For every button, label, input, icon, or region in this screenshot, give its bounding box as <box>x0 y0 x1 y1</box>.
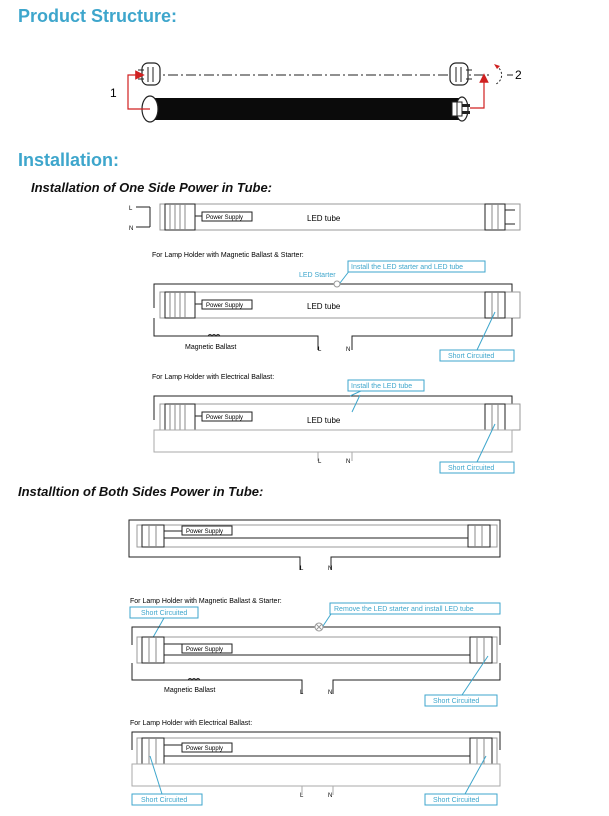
power-supply-label: Power Supply <box>206 415 244 421</box>
install-tube-callout: Install the LED tube <box>351 383 413 390</box>
power-supply-label: Power Supply <box>206 303 244 309</box>
short-circuited-label: Short Circuited <box>141 797 188 804</box>
mains-n-label: N <box>328 690 333 696</box>
magnetic-ballast-label: Magnetic Ballast <box>164 687 216 694</box>
one-side-magnetic-diagram <box>154 261 520 361</box>
magnetic-caption-1: For Lamp Holder with Magnetic Ballast & Starter: <box>152 252 304 259</box>
led-tube-label: LED tube <box>307 416 341 425</box>
one-side-direct-diagram <box>129 204 520 232</box>
both-sides-direct-diagram <box>129 520 500 572</box>
power-supply-label: Power Supply <box>186 647 224 653</box>
magnetic-caption-2: For Lamp Holder with Magnetic Ballast & Starter: <box>130 598 282 605</box>
right-end-cap <box>450 63 472 85</box>
short-circuited-label: Short Circuited <box>448 465 495 472</box>
one-side-heading: Installation of One Side Power in Tube: <box>31 180 273 195</box>
left-end-cap <box>138 63 160 85</box>
remove-starter-callout: Remove the LED starter and install LED tube <box>334 606 474 613</box>
mains-n-label: N <box>346 459 351 465</box>
mains-n-label: N <box>328 793 333 799</box>
both-sides-electrical-diagram <box>132 732 500 805</box>
short-circuited-label: Short Circuited <box>433 698 480 705</box>
short-circuited-label: Short Circuited <box>141 610 188 617</box>
led-tube-label: LED tube <box>307 214 341 223</box>
input-l-label: L <box>129 206 133 212</box>
mains-l-label: L <box>318 347 322 353</box>
both-sides-magnetic-diagram <box>130 603 500 706</box>
install-starter-callout: Install the LED starter and LED tube <box>351 264 464 271</box>
one-side-electrical-diagram <box>154 380 520 473</box>
installation-heading: Installation: <box>18 150 120 170</box>
product-structure-figure <box>110 63 522 122</box>
short-circuited-label: Short Circuited <box>448 353 495 360</box>
label-2: 2 <box>515 68 522 82</box>
electrical-caption-2: For Lamp Holder with Electrical Ballast: <box>130 720 253 727</box>
electrical-caption-1: For Lamp Holder with Electrical Ballast: <box>152 374 275 381</box>
mains-l-label: L <box>318 459 322 465</box>
mains-n-label: N <box>328 566 333 572</box>
mains-n-label: N <box>346 347 351 353</box>
both-sides-heading: Installtion of Both Sides Power in Tube: <box>18 484 264 499</box>
led-starter-label: LED Starter <box>299 272 336 279</box>
label-1: 1 <box>110 86 117 100</box>
power-supply-label: Power Supply <box>186 746 224 752</box>
mains-l-label: L <box>300 690 304 696</box>
magnetic-ballast-label: Magnetic Ballast <box>185 344 237 351</box>
led-tube-label: LED tube <box>307 302 341 311</box>
red-arrow-right <box>470 78 484 108</box>
power-supply-label: Power Supply <box>206 215 244 221</box>
tube-body <box>142 96 470 122</box>
input-n-label: N <box>129 226 134 232</box>
mains-l-label: L <box>300 793 304 799</box>
power-supply-label: Power Supply <box>186 529 224 535</box>
product-structure-heading: Product Structure: <box>18 6 178 26</box>
short-circuited-label: Short Circuited <box>433 797 480 804</box>
mains-l-label: L <box>300 566 304 572</box>
